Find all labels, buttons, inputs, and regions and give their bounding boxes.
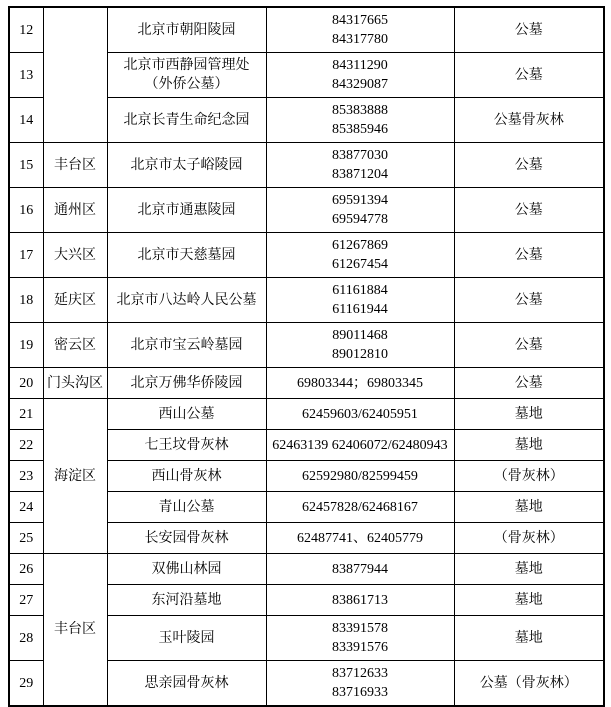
district-cell [43,233,107,278]
category-cell [454,492,604,523]
phone-cell [266,430,454,461]
phone-cell [266,143,454,188]
phone-cell-line: 84329087 [332,77,388,92]
category-cell [454,233,604,278]
row-number-cell-line: 23 [19,468,34,484]
district-cell-line: 大兴区 [54,247,96,263]
cemetery-name-cell-line: 北京长青生命纪念园 [123,112,250,128]
row-number-cell [9,7,43,53]
category-cell-line: 公墓 [514,202,543,218]
phone-cell [266,53,454,98]
phone-cell-line: 69591394 [332,193,388,208]
category-cell-line: 墓地 [514,499,543,515]
row-number-cell [9,188,43,233]
category-cell [454,323,604,368]
category-cell-line: 公墓 [514,375,543,391]
phone-cell [266,368,454,399]
cemetery-name-cell [107,430,266,461]
row-number-cell [9,98,43,143]
cemetery-name-cell [107,233,266,278]
phone-cell-line: 84317665 [332,13,388,28]
cemetery-contact-table [8,6,605,707]
phone-cell-line: 85385946 [332,122,388,137]
category-cell [454,616,604,661]
cemetery-name-cell-line: 思亲园骨灰林 [144,675,229,691]
phone-cell-line: 61267869 [332,238,388,253]
category-cell [454,554,604,585]
phone-cell-line: 62592980/82599459 [302,468,418,484]
cemetery-name-cell [107,492,266,523]
phone-cell [266,585,454,616]
category-cell-line: 墓地 [514,437,543,453]
row-number-cell [9,399,43,430]
phone-cell-line: 83877030 [332,148,388,163]
phone-cell-line: 85383888 [332,103,388,118]
cemetery-name-cell [107,7,266,53]
category-cell [454,430,604,461]
cemetery-name-cell [107,278,266,323]
cemetery-name-cell-line: 双佛山林园 [151,561,222,577]
cemetery-name-cell-line: 北京市太子峪陵园 [130,157,243,173]
district-cell [43,7,107,143]
phone-cell-line: 84317780 [332,32,388,47]
phone-cell-line: 62487741、62405779 [297,530,423,546]
row-number-cell [9,430,43,461]
phone-cell-line: 83861713 [332,592,388,608]
phone-cell [266,554,454,585]
district-cell-line: 密云区 [54,337,96,353]
row-number-cell [9,585,43,616]
category-cell [454,98,604,143]
row-number-cell [9,523,43,554]
phone-cell [266,461,454,492]
cemetery-name-cell-line: 玉叶陵园 [158,630,215,646]
row-number-cell-line: 12 [19,22,34,38]
phone-cell-line: 83391576 [332,640,388,655]
row-number-cell-line: 17 [19,247,34,263]
cemetery-name-cell [107,661,266,707]
category-cell [454,661,604,707]
row-number-cell [9,233,43,278]
row-number-cell [9,461,43,492]
cemetery-name-cell [107,523,266,554]
phone-cell [266,7,454,53]
phone-cell [266,98,454,143]
row-number-cell [9,278,43,323]
district-cell-line: 丰台区 [54,157,96,173]
phone-cell-line: 69594778 [332,212,388,227]
phone-cell [266,278,454,323]
phone-cell-line: 61267454 [332,257,388,272]
district-cell-line: 通州区 [54,202,96,218]
category-cell-line: 公墓（骨灰林） [479,675,578,691]
category-cell-line: （骨灰林） [493,530,564,546]
category-cell-line: 公墓 [514,292,543,308]
cemetery-name-cell [107,616,266,661]
cemetery-name-cell [107,143,266,188]
phone-cell [266,233,454,278]
district-cell [43,554,107,707]
category-cell [454,53,604,98]
category-cell [454,399,604,430]
cemetery-name-cell-line: 长安园骨灰林 [144,530,229,546]
row-number-cell-line: 24 [19,499,34,515]
district-cell [43,323,107,368]
category-cell [454,7,604,53]
district-cell-line: 门头沟区 [47,375,103,391]
category-cell [454,368,604,399]
cemetery-name-cell [107,585,266,616]
row-number-cell-line: 27 [19,592,34,608]
row-number-cell [9,616,43,661]
table-row [9,7,604,53]
table-row [9,554,604,585]
table-row [9,323,604,368]
phone-cell [266,188,454,233]
row-number-cell [9,554,43,585]
cemetery-name-cell-line: 西山公墓 [158,406,215,422]
phone-cell-line: 62457828/62468167 [302,499,418,515]
row-number-cell-line: 28 [19,630,34,646]
row-number-cell-line: 25 [19,530,34,546]
category-cell-line: （骨灰林） [493,468,564,484]
row-number-cell-line: 19 [19,337,34,353]
cemetery-name-cell [107,554,266,585]
district-cell [43,399,107,554]
cemetery-name-cell-line: 西山骨灰林 [151,468,222,484]
phone-cell [266,523,454,554]
cemetery-name-cell [107,98,266,143]
row-number-cell-line: 13 [19,67,34,83]
cemetery-name-cell-line: 北京市朝阳陵园 [137,22,236,38]
row-number-cell-line: 18 [19,292,34,308]
category-cell-line: 公墓 [514,247,543,263]
phone-cell [266,323,454,368]
category-cell [454,188,604,233]
phone-cell [266,616,454,661]
phone-cell-line: 84311290 [332,58,388,73]
category-cell-line: 墓地 [514,592,543,608]
row-number-cell-line: 20 [19,375,34,391]
category-cell [454,523,604,554]
district-cell [43,143,107,188]
table-row [9,143,604,188]
row-number-cell-line: 14 [19,112,34,128]
row-number-cell-line: 16 [19,202,34,218]
phone-cell [266,492,454,523]
phone-cell-line: 89011468 [332,328,388,343]
category-cell-line: 墓地 [514,406,543,422]
phone-cell-line: 61161944 [332,302,388,317]
table-row [9,399,604,430]
cemetery-name-cell-line: 东河沿墓地 [151,592,222,608]
cemetery-name-cell-line: 北京市宝云岭墓园 [130,337,243,353]
district-cell-line: 海淀区 [54,468,96,484]
row-number-cell-line: 26 [19,561,34,577]
row-number-cell [9,492,43,523]
phone-cell-line: 89012810 [332,347,388,362]
cemetery-name-cell-line: （外侨公墓） [144,77,229,92]
phone-cell-line: 83716933 [332,685,388,700]
phone-cell-line: 83391578 [332,621,388,636]
district-cell [43,368,107,399]
category-cell [454,461,604,492]
row-number-cell [9,143,43,188]
category-cell-line: 公墓 [514,337,543,353]
phone-cell [266,399,454,430]
phone-cell-line: 62459603/62405951 [302,406,418,422]
row-number-cell-line: 21 [19,406,34,422]
cemetery-name-cell [107,461,266,492]
category-cell [454,585,604,616]
cemetery-table-body [9,7,604,706]
category-cell-line: 公墓 [514,22,543,38]
district-cell-line: 延庆区 [54,292,96,308]
cemetery-name-cell-line: 北京万佛华侨陵园 [130,375,243,391]
category-cell-line: 公墓 [514,67,543,83]
table-row [9,278,604,323]
cemetery-name-cell-line: 青山公墓 [158,499,215,515]
district-cell-line: 丰台区 [54,622,96,637]
cemetery-name-cell [107,399,266,430]
cemetery-name-cell-line: 七王坟骨灰林 [144,437,229,453]
category-cell [454,143,604,188]
row-number-cell [9,368,43,399]
row-number-cell [9,661,43,707]
table-row [9,368,604,399]
phone-cell-line: 83877944 [332,561,388,577]
category-cell-line: 公墓骨灰林 [493,112,564,128]
cemetery-name-cell-line: 北京市西静园管理处 [123,58,250,73]
row-number-cell [9,323,43,368]
district-cell [43,188,107,233]
phone-cell-line: 61161884 [332,283,388,298]
phone-cell-line: 62463139 62406072/62480943 [272,437,448,453]
category-cell-line: 墓地 [514,630,543,646]
table-row [9,233,604,278]
row-number-cell [9,53,43,98]
table-row [9,188,604,233]
cemetery-name-cell-line: 北京市八达岭人民公墓 [116,292,257,308]
district-cell [43,278,107,323]
cemetery-name-cell [107,188,266,233]
cemetery-name-cell-line: 北京市天慈墓园 [137,247,236,263]
cemetery-name-cell [107,53,266,98]
category-cell-line: 墓地 [514,561,543,577]
category-cell [454,278,604,323]
cemetery-name-cell [107,368,266,399]
category-cell-line: 公墓 [514,157,543,173]
row-number-cell-line: 15 [19,157,34,173]
cemetery-name-cell-line: 北京市通惠陵园 [137,202,236,218]
phone-cell-line: 83871204 [332,167,388,182]
phone-cell [266,661,454,707]
phone-cell-line: 69803344；69803345 [297,375,423,391]
cemetery-name-cell [107,323,266,368]
row-number-cell-line: 22 [19,437,34,453]
phone-cell-line: 83712633 [332,666,388,681]
row-number-cell-line: 29 [19,675,34,691]
